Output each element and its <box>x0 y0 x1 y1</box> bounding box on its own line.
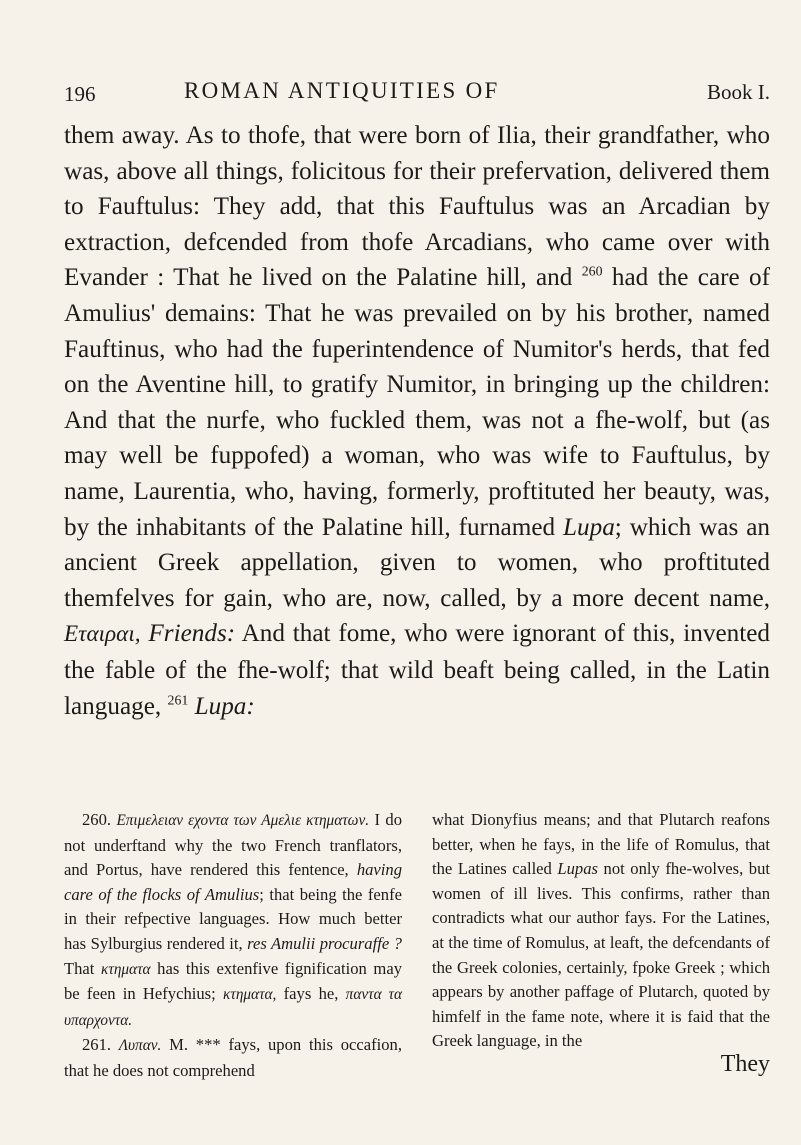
greek-word: Λυπαν. <box>118 1037 162 1055</box>
footnote-text: ; that being the fenfe in their refpective languages. How much better has Sylburgius rendered it, <box>64 884 402 953</box>
text-segment: them away. As to thofe, that were born of Ilia, their grandfather, who was, above all things, folicitous for their prefervation, delivered them to Fauftulus: They add, that this Fauftulus was an Arcadian by extraction, defcended from thofe Arcadians, who came over with Evander : That he lived on the Palatine hill, and <box>64 122 770 292</box>
greek-word: Εταιραι, <box>64 621 141 648</box>
footnote-text: I do not underftand why the two French tranflators, and Portus, have rendered this fentence, <box>64 810 402 880</box>
footnote-text: not only fhe-wolves, but women of ill lives. This confirms, rather than contradicts what our author fays. For the Latines, at the time of Romulus, at leaft, the defcendants of the Greek colonies, certainly, fpoke Greek ; which appears by another paffage of Plutarch, quoted by himfelf in the fame note, where it is faid that the Greek language, in the <box>432 859 770 1051</box>
footnote-italic: res Amulii procuraffe ? <box>247 933 402 953</box>
greek-word: κτηματα, <box>223 986 277 1004</box>
footnote-number: 260. <box>82 810 112 829</box>
running-title: ROMAN ANTIQUITIES OF <box>184 78 500 103</box>
footnote-italic: having care of the flocks of Amulius <box>64 860 402 904</box>
main-text <box>64 118 770 724</box>
footnote-ref-261: 261 <box>167 692 189 708</box>
italic-lupa: Lupa: <box>194 692 255 720</box>
footnote-text: fays he, <box>283 984 339 1004</box>
greek-quote: Επιμελειαν εχοντα των Αμελιε κτηματων. <box>116 812 370 829</box>
page-number: 196 <box>64 82 96 106</box>
footnote-number: 261. <box>82 1035 112 1055</box>
footnote-continuation <box>432 808 770 1054</box>
italic-lupa: Lupa <box>563 513 615 541</box>
page-header <box>64 78 770 114</box>
footnote-261 <box>64 1033 402 1083</box>
footnotes <box>64 808 770 1084</box>
footnote-column-left <box>64 808 402 1084</box>
footnote-column-right <box>432 808 770 1084</box>
greek-word: κτηματα <box>101 960 151 978</box>
footnote-separator <box>64 792 770 793</box>
footnote-260 <box>64 808 402 1033</box>
footnote-italic: Lupas <box>557 859 598 879</box>
footnote-ref-260: 260 <box>581 263 603 279</box>
catchword: They <box>720 1050 770 1077</box>
footnote-text: M. *** fays, upon this occafion, that he does not comprehend <box>64 1035 402 1080</box>
footnote-text: That <box>64 958 95 978</box>
footnote-text: what Dionyfius means; and that Plutarch reafons better, when he fays, in the life of Romulus, that the Latines called <box>432 810 770 879</box>
text-segment: ; which was an ancient Greek appellation, given to women, who proftituted themfelves for gain, who are, now, called, by a more decent name, <box>64 513 771 612</box>
text-segment: had the care of Amulius' demains: That he was prevailed on by his brother, named Fauftinus, who had the fuperintendence of Numitor's herds, that fed on the Aventine hill, to gratify Numitor, in bringing up the children: And that the nurfe, who fuckled them, was not a fhe-wolf, but (as may well be fuppofed) a woman, who was wife to Fauftulus, by name, Laurentia, who, having, formerly, proftituted her beauty, was, by the inhabitants of the Palatine hill, furnamed <box>64 264 771 541</box>
italic-friends: Friends: <box>148 620 236 648</box>
book-label: Book I. <box>707 80 770 104</box>
text-segment: And that fome, who were ignorant of this, invented the fable of the fhe-wolf; that wild beaft being called, in the Latin language, <box>64 620 770 720</box>
footnote-text: has this extenfive fignification may be feen in Hefychius; <box>64 958 402 1004</box>
greek-quote: παντα τα υπαρχοντα. <box>64 986 402 1029</box>
main-paragraph <box>64 118 770 724</box>
